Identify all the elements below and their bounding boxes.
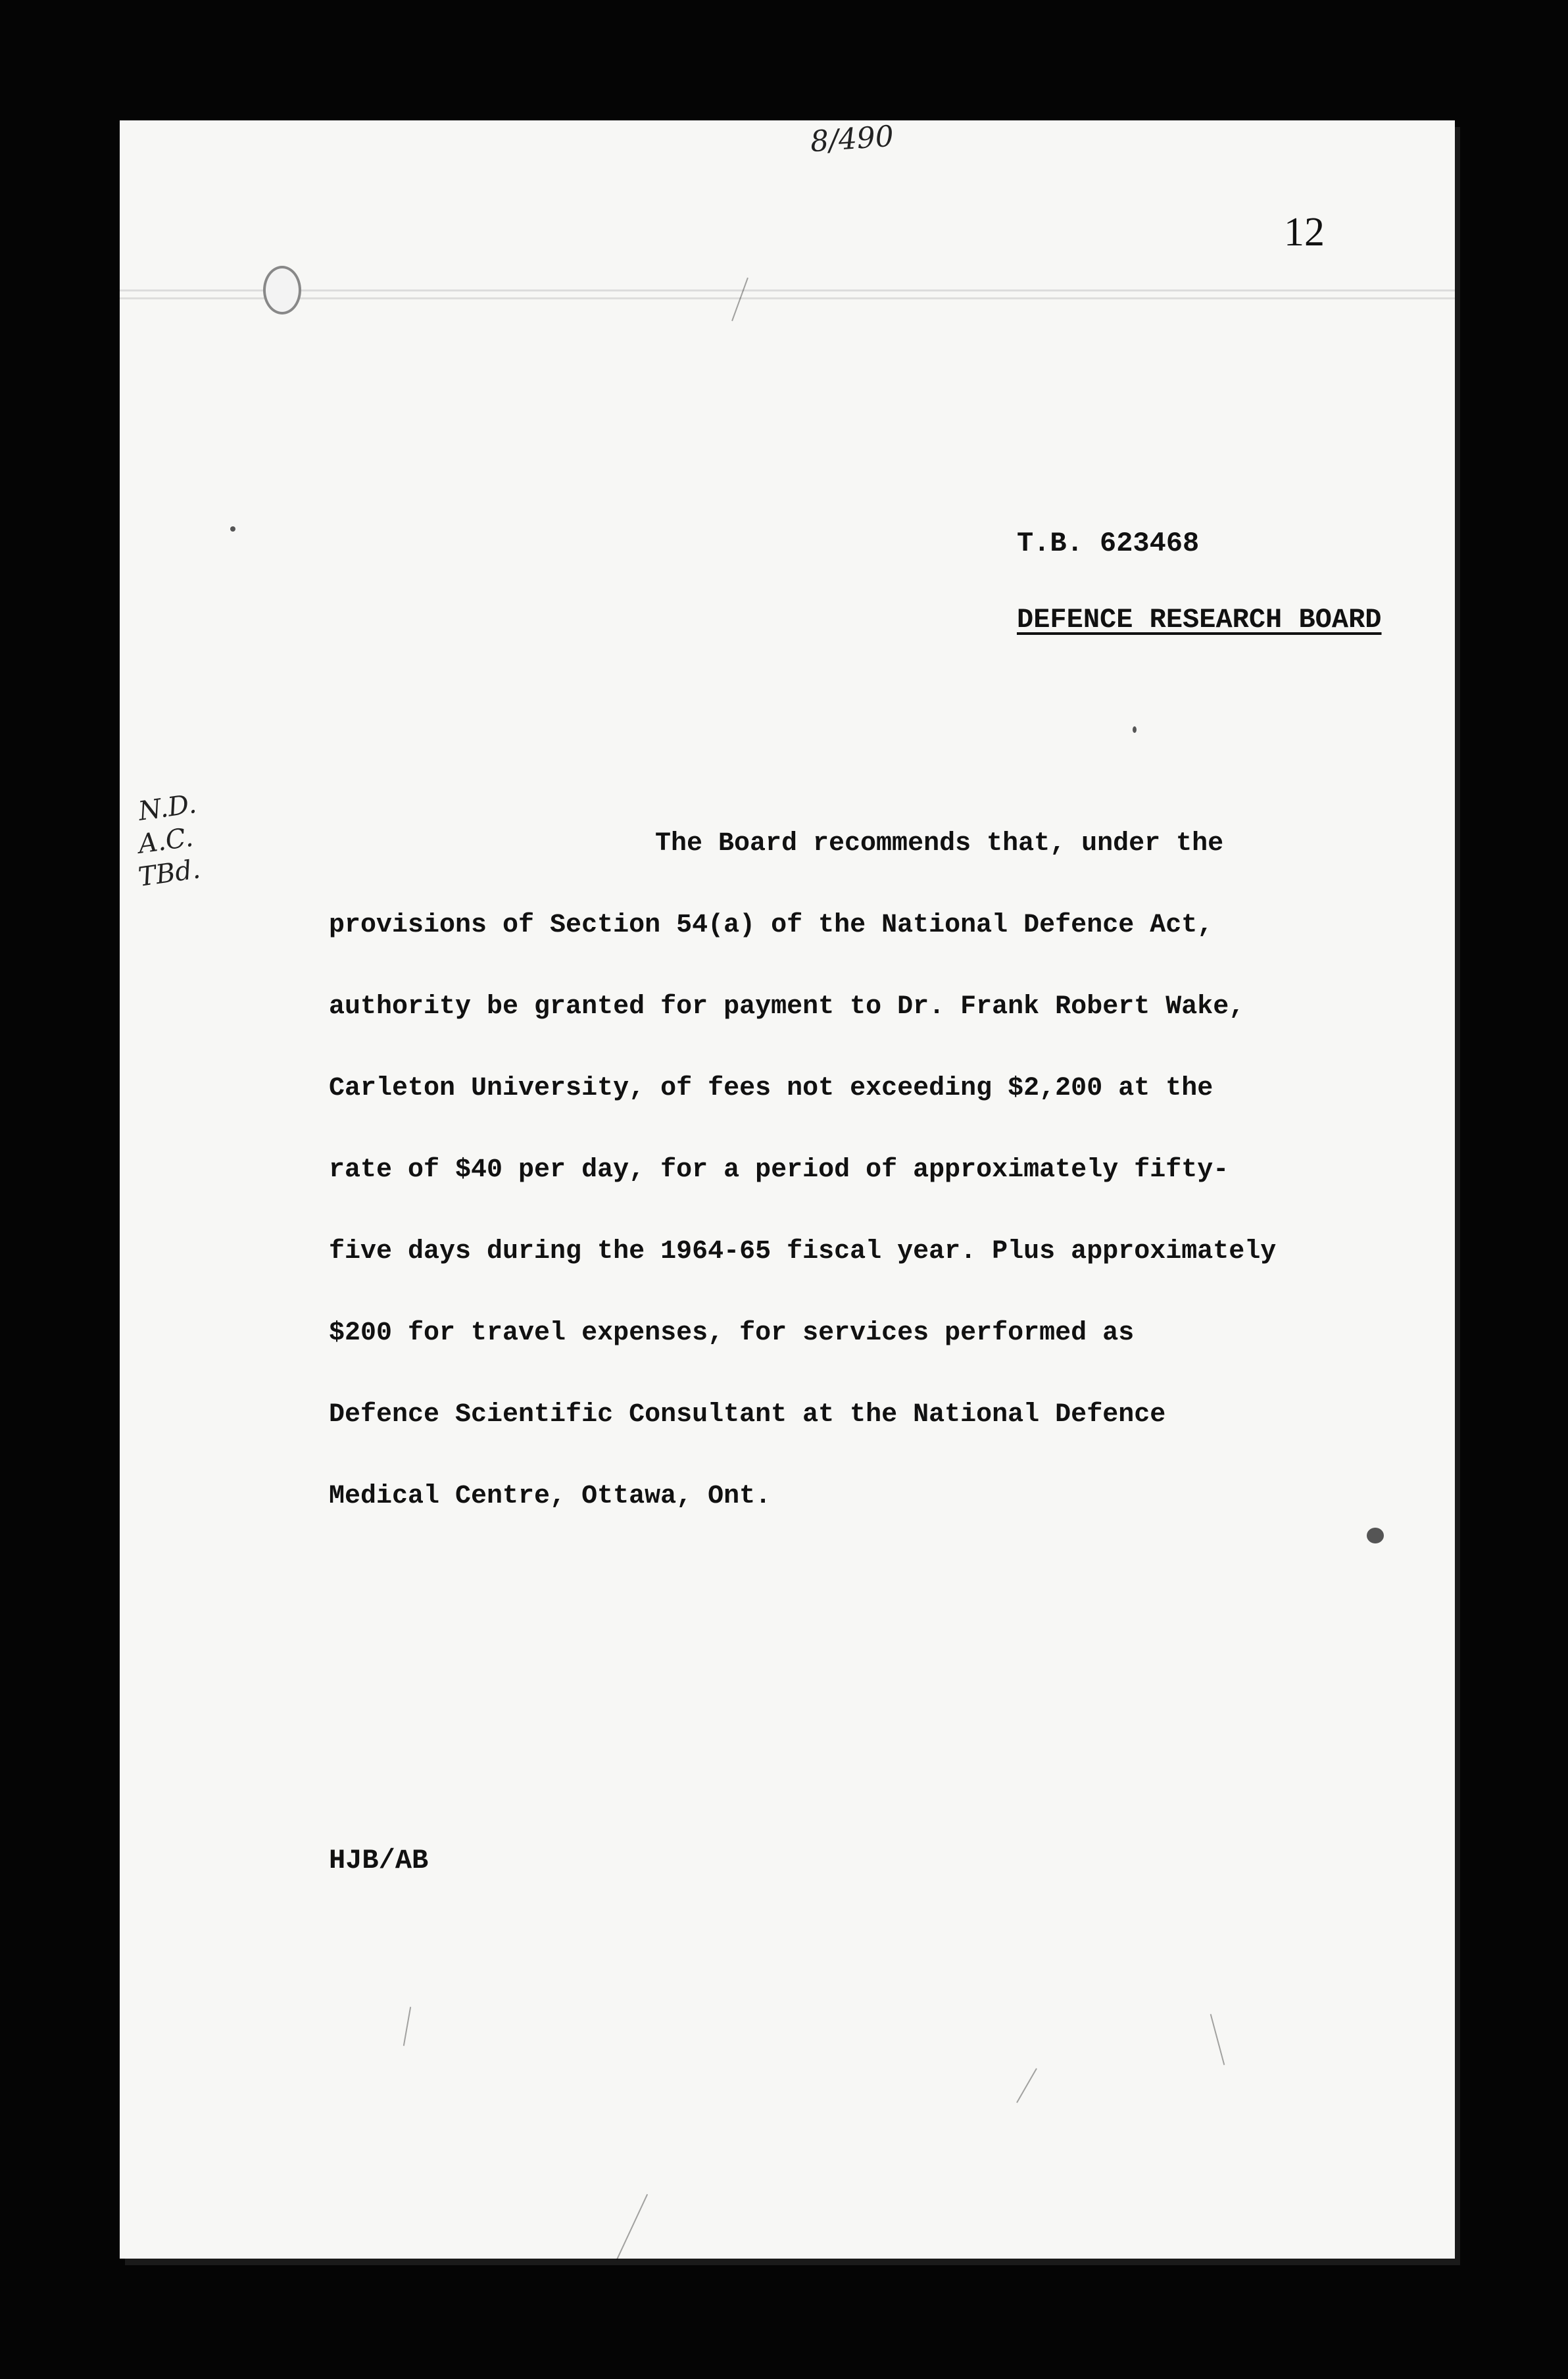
margin-note-line: N.D. [136,788,199,827]
dust-speck [230,526,235,532]
body-line: five days during the 1964-65 fiscal year. Plus approximately [329,1237,1277,1266]
margin-note-line: TBd. [136,854,203,893]
fold-line [120,289,1455,291]
document-page [120,120,1455,2259]
body-line: Carleton University, of fees not exceeding $2,200 at the [329,1074,1213,1103]
margin-note-line: A.C. [136,822,195,860]
body-line: provisions of Section 54(a) of the National Defence Act, [329,911,1213,940]
typist-initials: HJB/AB [329,1845,429,1876]
body-line: $200 for travel expenses, for services performed as [329,1318,1135,1348]
body-line: Defence Scientific Consultant at the National Defence [329,1400,1166,1430]
page-number: 12 [1284,210,1325,255]
fold-line [120,297,1455,299]
punch-hole [263,266,301,314]
handwritten-margin-note [136,788,224,893]
handwritten-reference: 8/490 [809,119,895,159]
body-line: authority be granted for payment to Dr. Frank Robert Wake, [329,992,1245,1022]
body-line: Medical Centre, Ottawa, Ont. [329,1482,772,1511]
ink-blot [1367,1528,1384,1543]
body-line: rate of $40 per day, for a period of approximately fifty- [329,1155,1229,1185]
body-line: The Board recommends that, under the [655,829,1224,859]
dust-speck [1133,726,1137,733]
treasury-board-number: T.B. 623468 [1017,528,1200,559]
department-heading: DEFENCE RESEARCH BOARD [1017,604,1382,636]
